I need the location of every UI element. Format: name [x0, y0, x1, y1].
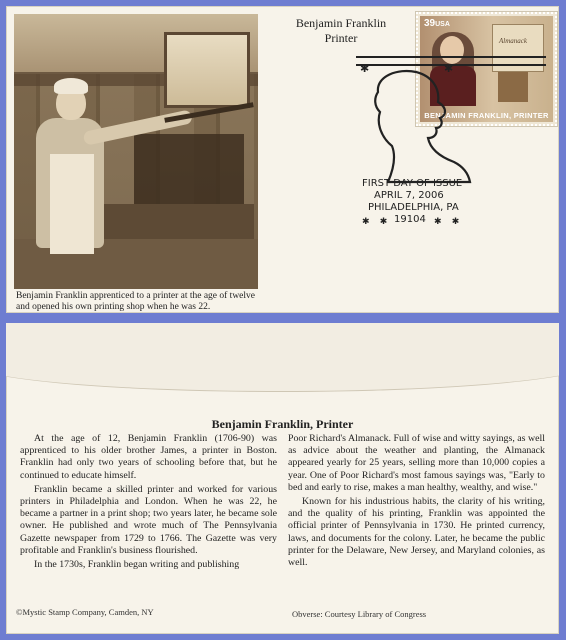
photo-window	[164, 32, 250, 108]
postmark-stars-right	[434, 216, 534, 227]
text-column-left	[20, 433, 277, 573]
back-title: Benjamin Franklin, Printer	[211, 417, 354, 431]
star-icon: ✱	[360, 63, 370, 75]
front-title-line1: Benjamin Franklin	[295, 16, 387, 30]
stamp-book	[498, 72, 528, 102]
photo-caption: Benjamin Franklin apprenticed to a printer at the age of twelve and opened his own printing shop when he was 22.	[16, 291, 255, 312]
credit-footer: Obverse: Courtesy Library of Congress	[292, 609, 427, 619]
cover-front	[6, 6, 559, 313]
postmark-line3: PHILADELPHIA, PA	[368, 202, 459, 213]
stamp-denomination: 39	[424, 18, 436, 29]
star-icon: ✱	[444, 63, 454, 75]
postmark-line2: APRIL 7, 2006	[374, 190, 444, 201]
paragraph: In the 1730s, Franklin began writing and publishing	[34, 559, 240, 571]
text-column-right	[288, 433, 545, 571]
front-title-line2: Printer	[324, 31, 358, 45]
postmark-line1: FIRST DAY OF ISSUE	[362, 178, 463, 189]
paragraph: Poor Richard's Almanack. Full of wise and witty sayings, as well as advice about the weather and planting, the Almanack appeared yearly for 25 years, selling more than 10,000 copies a year. One of Poor Richard's most famous sayings was, "Early to bed and early to rise, makes a man healthy, wealthy, and wise."	[288, 433, 545, 493]
paragraph: Known for his industrious habits, the clarity of his writing, and the quality of his printing, Franklin was appointed the official printer of Pennsylvania in 1730. He printed currency, laws, and documents for the colony. Later, he became the public printer for the Delaware, New Jersey, and Maryland colonies, as well.	[288, 496, 545, 569]
franklin-silhouette-icon	[358, 64, 478, 184]
cover-back	[6, 323, 559, 634]
star-icon: ✱ ✱	[362, 216, 392, 226]
paragraph: At the age of 12, Benjamin Franklin (1706-90) was apprenticed to his older brother James, a printer in Boston. Franklin had only two years of schooling before that, but he continued to educate himself.	[20, 433, 277, 481]
paragraph: Franklin became a skilled printer and worked for various printers in Philadelphia and London. When he was 22, he became a partner in a print shop; two years later, he became sole owner. He published and wrote much of The Pennsylvania Gazette newspaper from 1729 to 1766. The Gazette was very profitable and Franklin's business flourished.	[20, 483, 277, 556]
photo-printer-apron	[50, 154, 94, 254]
photo-printer-hat	[54, 78, 88, 94]
stamp-name: BENJAMIN FRANKLIN, PRINTER	[424, 111, 549, 120]
printing-shop-photo	[14, 14, 258, 289]
stamp-almanac-text: Almanack	[499, 37, 527, 45]
postmark-line4: 19104	[394, 214, 426, 225]
front-title	[276, 16, 406, 46]
envelope-flap	[6, 323, 559, 392]
copyright-footer: ©Mystic Stamp Company, Camden, NY	[16, 607, 154, 617]
star-icon: ✱ ✱	[434, 216, 464, 226]
stamp-country: USA	[435, 21, 450, 28]
cancel-line	[356, 56, 546, 58]
photo-press	[134, 134, 244, 204]
stamp-value	[424, 18, 450, 29]
